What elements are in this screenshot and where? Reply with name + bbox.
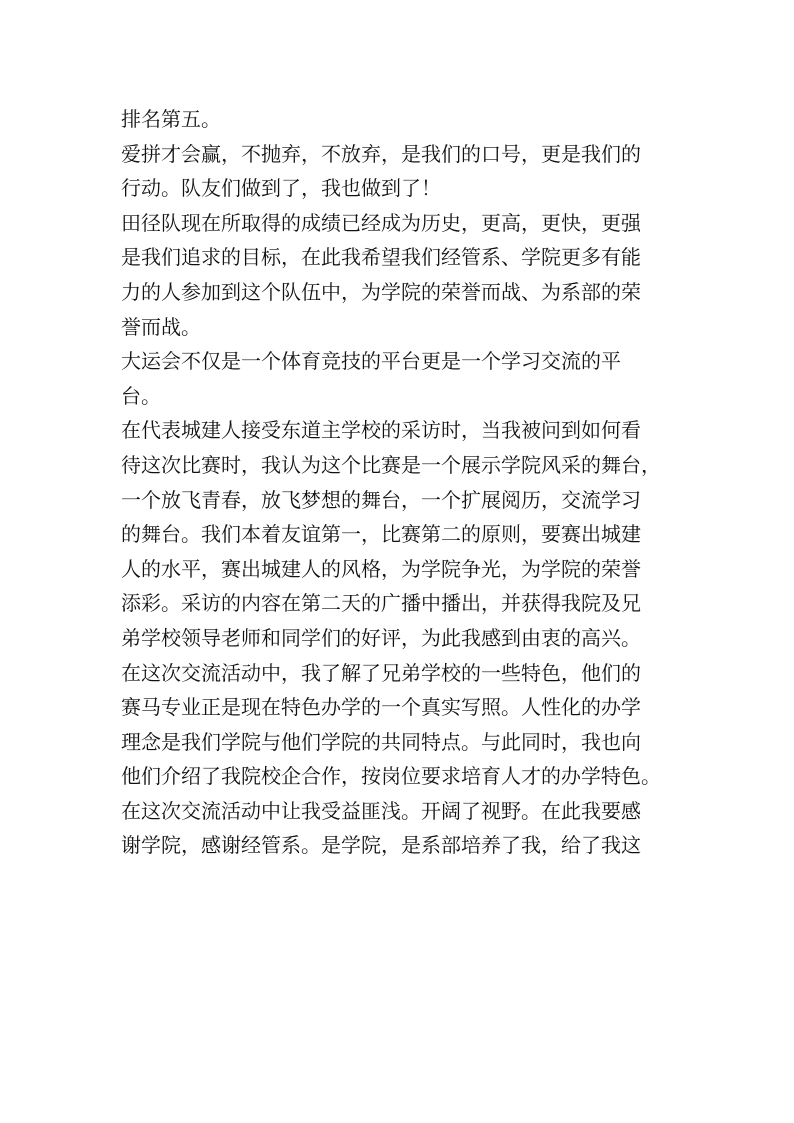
text-line: 弟学校领导老师和同学们的好评，为此我感到由衷的高兴。 [121,625,641,650]
text-line: 在这次交流活动中让我受益匪浅。开阔了视野。在此我要感 [121,798,641,823]
text-line: 添彩。采访的内容在第二天的广播中播出，并获得我院及兄 [121,591,641,616]
text-line: 行动。队友们做到了，我也做到了！ [121,176,441,201]
document-body [121,102,681,863]
text-line: 力的人参加到这个队伍中，为学院的荣誉而战、为系部的荣 [121,279,641,304]
text-line: 理念是我们学院与他们学院的共同特点。与此同时，我也向 [121,729,641,754]
text-line: 是我们追求的目标，在此我希望我们经管系、学院更多有能 [121,245,641,270]
text-line: 誉而战。 [121,314,201,339]
text-line: 人的水平，赛出城建人的风格，为学院争光，为学院的荣誉 [121,556,641,581]
text-line: 爱拼才会赢，不抛弃，不放弃，是我们的口号，更是我们的 [121,141,641,166]
text-line: 他们介绍了我院校企合作，按岗位要求培育人才的办学特色。 [121,764,661,789]
text-line: 在这次交流活动中，我了解了兄弟学校的一些特色，他们的 [121,660,641,685]
text-line: 田径队现在所取得的成绩已经成为历史，更高，更快，更强 [121,210,641,235]
text-line: 谢学院，感谢经管系。是学院，是系部培养了我，给了我这 [121,833,641,858]
text-line: 大运会不仅是一个体育竞技的平台更是一个学习交流的平 [121,349,621,374]
text-line: 待这次比赛时，我认为这个比赛是一个展示学院风采的舞台， [121,452,661,477]
text-line: 排名第五。 [121,107,221,131]
text-line: 在代表城建人接受东道主学校的采访时，当我被问到如何看 [121,418,641,443]
text-line: 一个放飞青春，放飞梦想的舞台，一个扩展阅历，交流学习 [121,487,641,512]
text-line: 赛马专业正是现在特色办学的一个真实写照。人性化的办学 [121,695,641,720]
text-line: 的舞台。我们本着友谊第一，比赛第二的原则，要赛出城建 [121,522,641,547]
text-line: 台。 [121,383,161,408]
